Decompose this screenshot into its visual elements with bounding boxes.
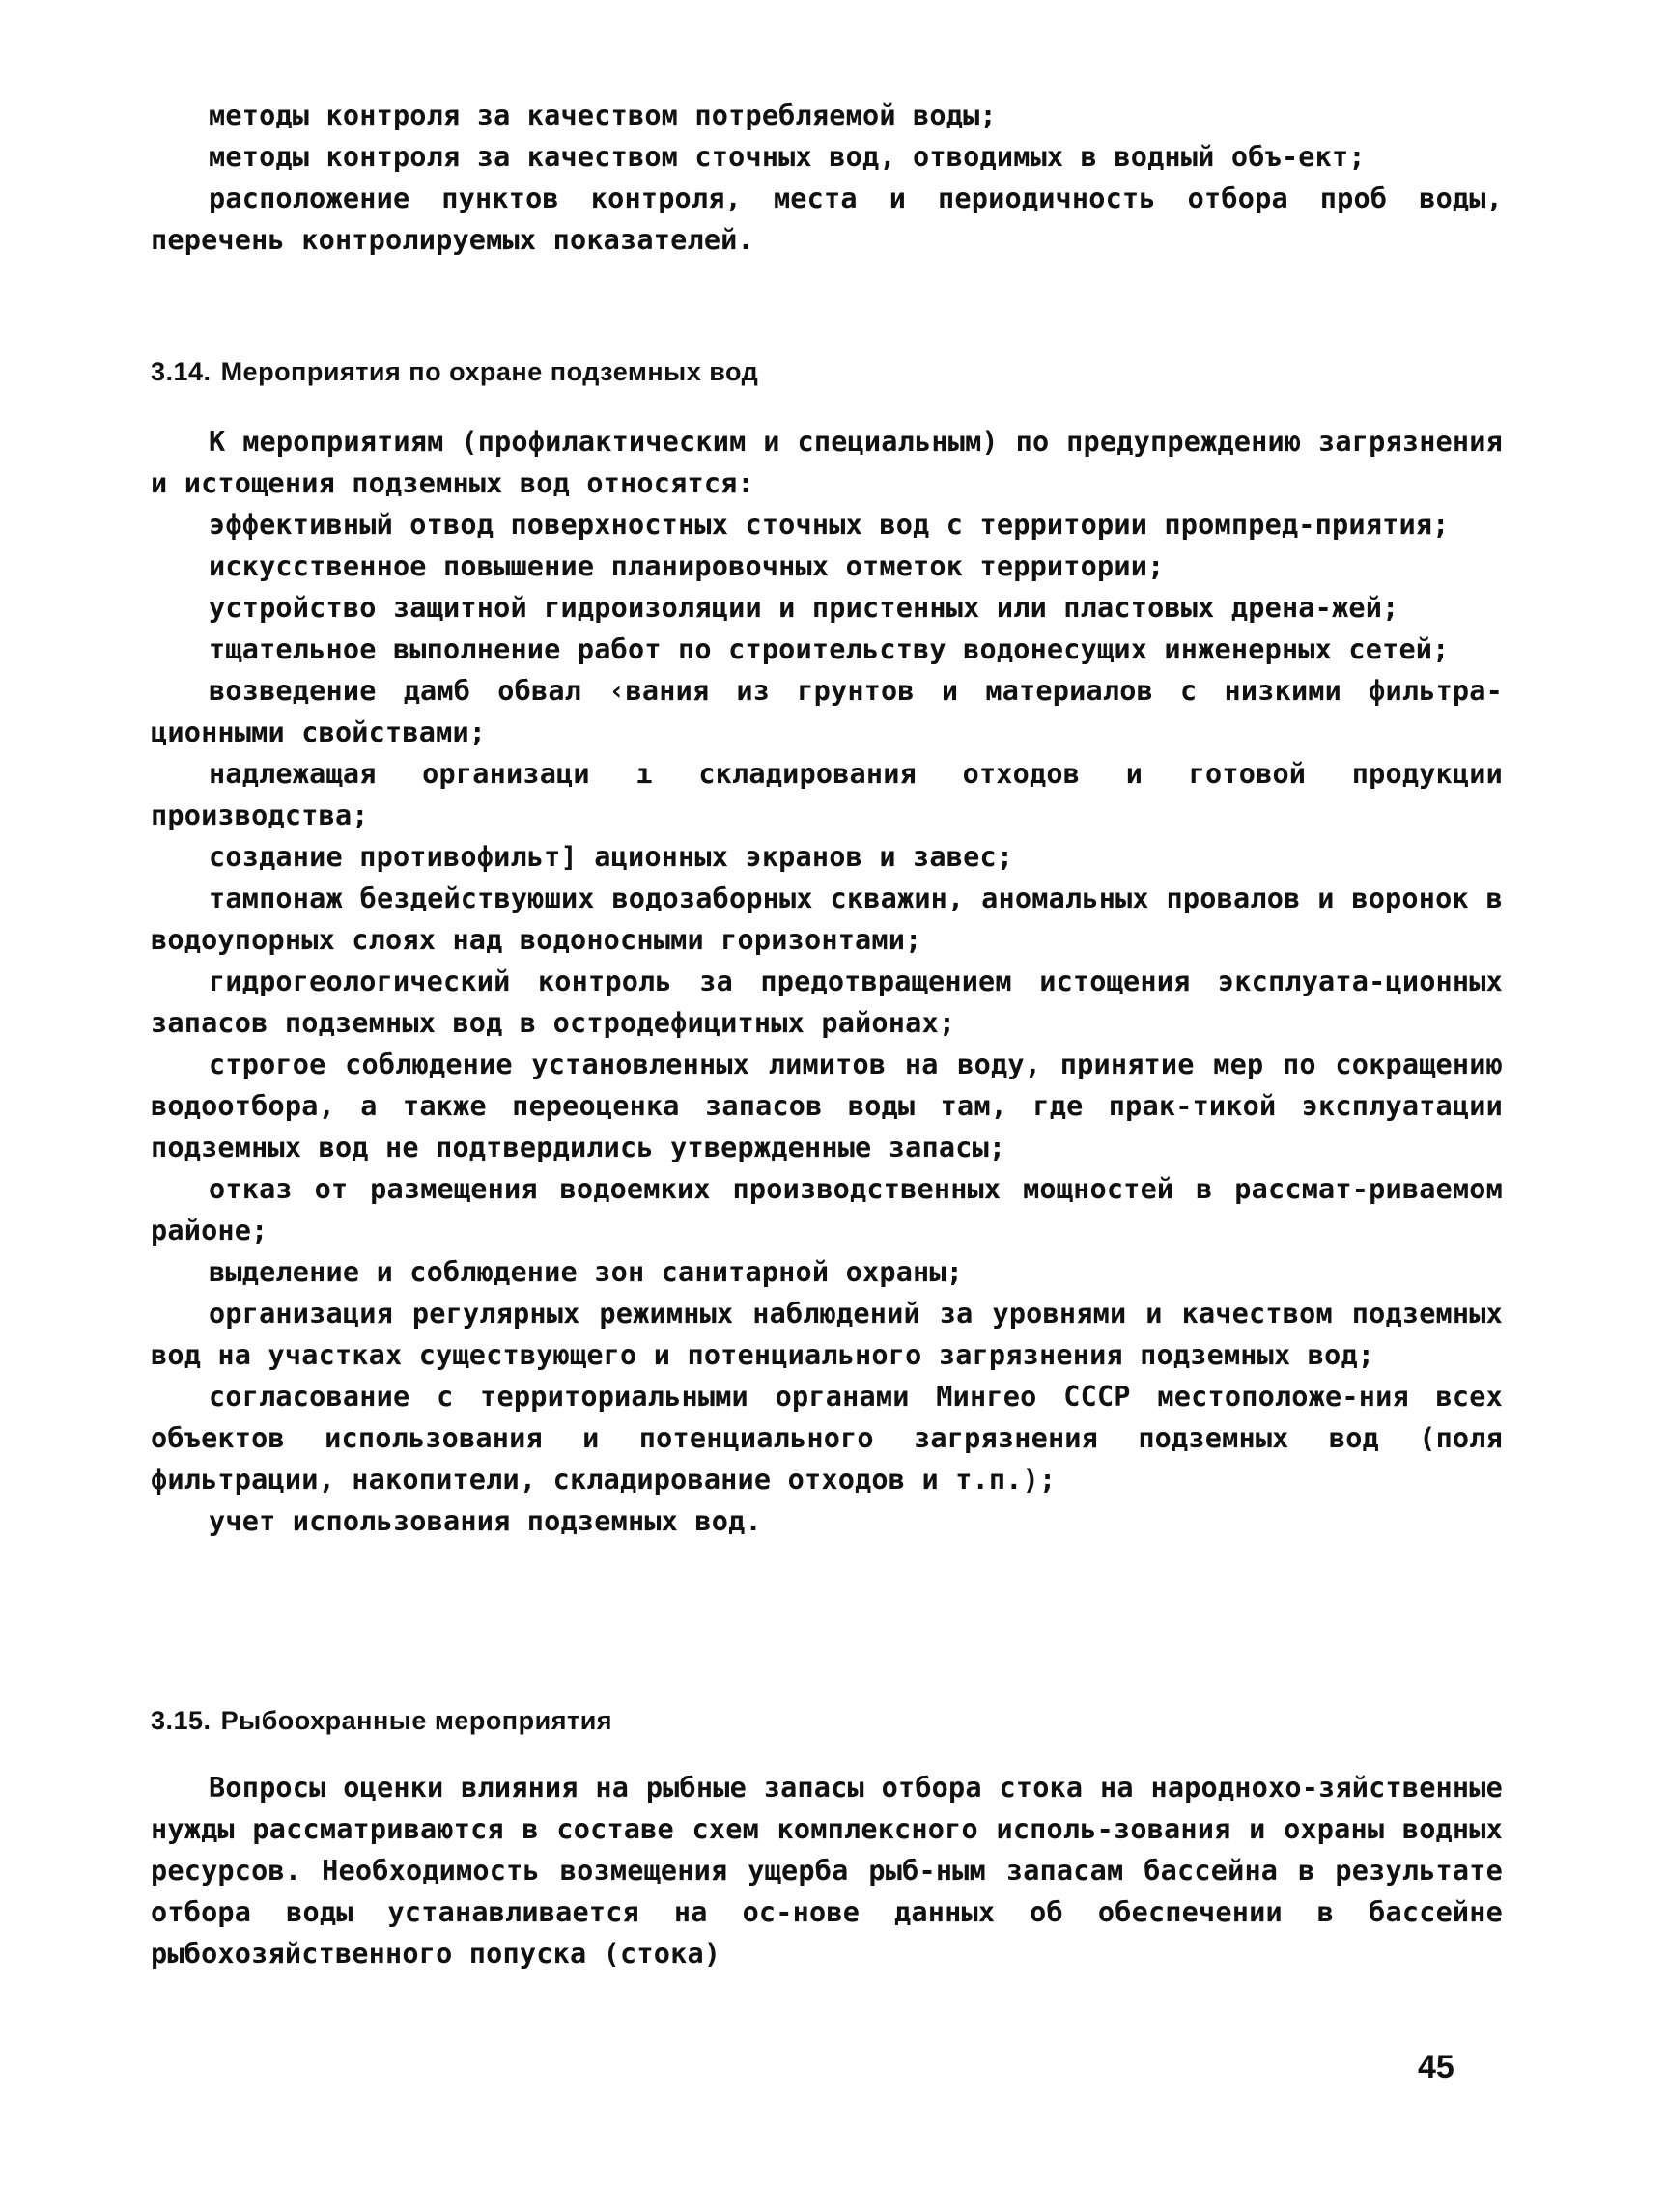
- list-item: тампонаж бездействуюших водозаборных скважин, аномальных провалов и воронок в водоупорных слоях над водоносными горизонтами;: [151, 882, 1503, 956]
- list-item: возведение дамб обвал ‹вания из грунтов и материалов с низкими фильтра-ционными свойствами;: [151, 675, 1503, 748]
- section-number: 3.15.: [151, 1706, 212, 1735]
- list-item: устройство защитной гидроизоляции и пристенных или пластовых дрена-жей;: [209, 592, 1399, 624]
- section-heading-3-14: [151, 357, 758, 387]
- section-title: Мероприятия по охране подземных вод: [220, 357, 759, 386]
- list-item: учет использования подземных вод.: [209, 1505, 762, 1537]
- list-item: согласование с территориальными органами Мингео СССР местоположе-ния всех объектов использования и потенциального загрязнения подземных вод (поля фильтрации, накопители, складирование отходов и т.п.);: [151, 1381, 1503, 1496]
- list-item: выделение и соблюдение зон санитарной охраны;: [209, 1256, 964, 1288]
- list-item: искусственное повышение планировочных отметок территории;: [209, 550, 1165, 582]
- top-list: [151, 95, 1503, 261]
- list-item: эффективный отвод поверхностных сточных вод с территории промпред-приятия;: [209, 509, 1450, 541]
- section-3-15-body: [151, 1767, 1503, 1974]
- paragraph: Вопросы оценки влияния на рыбные запасы отбора стока на народнохо-зяйственные нужды рассматриваются в составе схем комплексного исполь-зования и охраны водных ресурсов. Необходимость возмещения ущерба рыб-ным запасам бассейна в результате отбора воды устанавливается на ос-нове данных об обеспечении в бассейне рыбохозяйственного попуска (стока): [151, 1772, 1503, 1970]
- intro-paragraph: К мероприятиям (профилактическим и специальным) по предупреждению загрязнения и истощения подземных вод относятся:: [151, 426, 1503, 499]
- list-item: надлежащая организаци ı складирования отходов и готовой продукции производства;: [151, 758, 1503, 831]
- list-item: расположение пунктов контроля, места и периодичность отбора проб воды, перечень контролируемых показателей.: [151, 182, 1503, 256]
- list-item: гидрогеологический контроль за предотвращением истощения эксплуата-ционных запасов подземных вод в остродефицитных районах;: [151, 966, 1503, 1039]
- section-3-14-body: [151, 421, 1503, 1542]
- list-item: тщательное выполнение работ по строительству водонесущих инженерных сетей;: [209, 633, 1450, 665]
- list-item: методы контроля за качеством потребляемой воды;: [209, 99, 997, 131]
- list-item: организация регулярных режимных наблюдений за уровнями и качеством подземных вод на участках существующего и потенциального загрязнения подземных вод;: [151, 1298, 1503, 1371]
- list-item: создание противофильт] ационных экранов и завес;: [209, 841, 1014, 873]
- section-title: Рыбоохранные мероприятия: [220, 1706, 613, 1735]
- list-item: отказ от размещения водоемких производственных мощностей в рассмат-риваемом районе;: [151, 1173, 1503, 1246]
- section-number: 3.14.: [151, 357, 212, 386]
- section-heading-3-15: [151, 1706, 612, 1736]
- list-item: методы контроля за качеством сточных вод, отводимых в водный объ-ект;: [209, 141, 1366, 173]
- list-item: строгое соблюдение установленных лимитов на воду, принятие мер по сокращению водоотбора, а также переоценка запасов воды там, где прак-тикой эксплуатации подземных вод не подтвердились утвержденные запасы;: [151, 1049, 1503, 1163]
- page-number: 45: [1418, 2049, 1454, 2086]
